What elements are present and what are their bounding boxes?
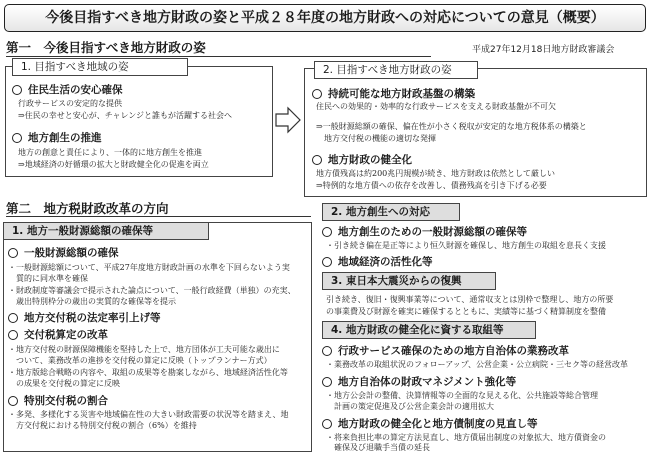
- item-heading: [312, 86, 475, 101]
- target-region-label: 1. 目指すべき地域の姿: [12, 58, 188, 76]
- circle-icon: [322, 419, 332, 429]
- item-heading: [312, 152, 412, 167]
- item-line: 行政サービスの安定的な提供: [18, 99, 122, 108]
- item-heading-text: 地方創生の推進: [28, 132, 102, 144]
- section1-rule: [6, 56, 431, 57]
- circle-icon: [12, 133, 22, 143]
- item-line: ⇒住民の幸せと安心が、チャレンジと誰もが活躍する社会へ: [18, 111, 233, 120]
- item-heading-text: 地方自治体の財政マネジメント強化等: [338, 376, 517, 388]
- item-line: 地方債残高は約200兆円規模が続き、地方財政は依然として厳しい: [316, 169, 555, 178]
- item-heading: [322, 224, 527, 239]
- circle-icon: [322, 257, 332, 267]
- item-heading-text: 持続可能な地方財政基盤の構築: [328, 88, 475, 100]
- circle-icon: [322, 377, 332, 387]
- circle-icon: [312, 89, 322, 99]
- item-line: 確保及び退職手当債の延長: [326, 443, 430, 452]
- circle-icon: [8, 396, 18, 406]
- item-heading-text: 地方財政の健全化: [328, 154, 412, 166]
- item-line: 地方交付税の機能の適切な発揮: [316, 134, 436, 143]
- item-heading-text: 地方交付税の法定率引上げ等: [24, 312, 161, 324]
- item-heading-text: 特別交付税の割合: [24, 395, 108, 407]
- item-heading: [322, 254, 433, 269]
- item-heading: [8, 310, 161, 325]
- item-heading-text: 交付税算定の改革: [24, 329, 108, 341]
- date-line: 平成27年12月18日地方財政審議会: [472, 45, 615, 55]
- item-line: ・一般財源総額について、平成27年度地方財政計画の水準を下回らないよう実: [8, 263, 290, 272]
- item-heading: [8, 245, 119, 260]
- item-heading: [322, 416, 538, 431]
- item-heading-text: 一般財源総額の確保: [24, 247, 119, 259]
- item-line: ・将来負担比率の算定方法見直し、地方債届出制度の対象拡大、地方債資金の: [326, 433, 606, 442]
- item-line: 地方の創意と責任により、一体的に地方創生を推進: [18, 148, 202, 157]
- item-heading-text: 地方創生のための一般財源総額の確保等: [338, 226, 527, 238]
- item-line: ・業務改革の取組状況のフォローアップ、公営企業・公立病院・三セク等の経営改革: [326, 360, 628, 369]
- circle-icon: [8, 330, 18, 340]
- item-heading-text: 行政サービス確保のための地方自治体の業務改革: [338, 345, 569, 357]
- item-heading-text: 住民生活の安心確保: [28, 84, 123, 96]
- section2-rule: [6, 216, 311, 217]
- earthquake-recovery-label: 3. 東日本大震災からの復興: [322, 272, 496, 290]
- page-title: 今後目指すべき地方財政の姿と平成２８年度の地方財政への対応についての意見（概要）: [4, 4, 646, 32]
- item-line: 質的に同水準を確保: [8, 274, 88, 283]
- item-line: 引き続き、復旧・復興事業等について、通常収支とは別枠で整理し、地方の所要: [326, 295, 614, 304]
- circle-icon: [12, 85, 22, 95]
- item-heading: [8, 327, 108, 342]
- item-line: ・引き続き偏在是正等により恒久財源を確保し、地方創生の取組を息長く支援: [326, 241, 606, 250]
- item-heading: [8, 393, 108, 408]
- item-line: ついて、業務改革の進捗を交付税の算定に反映（トップランナー方式）: [8, 356, 272, 365]
- item-line: ・地方交付税の財源保障機能を堅持した上で、地方団体が工夫可能な歳出に: [8, 345, 280, 354]
- item-line: 計画の策定促進及び公営企業会計の適用拡大: [326, 402, 494, 411]
- item-heading: [12, 82, 123, 97]
- item-line: ・多発、多様化する災害や地域偏在性の大きい財政需要の状況等を踏まえ、地: [8, 410, 289, 419]
- item-line: ・財政制度等審議会で提示された論点について、一般行政経費（単独）の充実、: [8, 286, 296, 295]
- fiscal-health-label: 4. 地方財政の健全化に資する取組等: [322, 321, 536, 339]
- target-finance-label: 2. 目指すべき地方財政の姿: [314, 61, 478, 79]
- item-line: ⇒一般財源総額の確保、偏在性が小さく税収が安定的な地方税体系の構築と: [316, 122, 587, 131]
- item-line: 方交付税における特別交付税の割合（6%）を維持: [8, 421, 197, 430]
- item-line: 歳出特別枠分の歳出の実質的な確保等を提示: [8, 297, 176, 306]
- item-line: ・地方公会計の整備、決算情報等の全面的な見える化、公共施設等総合管理: [326, 391, 598, 400]
- section2-heading: 第二 地方税財政改革の方向: [6, 201, 169, 216]
- circle-icon: [312, 155, 322, 165]
- item-line: ⇒地域経済の好循環の拡大と財政健全化の促進を両立: [18, 160, 209, 169]
- item-heading: [322, 374, 516, 389]
- item-line: の事業費及び財源を確実に確保するとともに、実績等に基づく精算制度を整備: [326, 307, 606, 316]
- item-line: ・地方版総合戦略の内容や、取組の成果等を勘案しながら、地域経済活性化等: [8, 368, 288, 377]
- item-line: 住民への効果的・効率的な行政サービスを支える財政基盤が不可欠: [316, 102, 556, 111]
- item-heading-text: 地域経済の活性化等: [338, 256, 433, 268]
- item-heading: [12, 130, 102, 145]
- right-arrow-icon: [274, 106, 302, 134]
- circle-icon: [322, 227, 332, 237]
- circle-icon: [322, 346, 332, 356]
- circle-icon: [8, 313, 18, 323]
- general-revenue-label: 1. 地方一般財源総額の確保等: [3, 222, 209, 240]
- item-line: ⇒特例的な地方債への依存を改善し、債務残高を引き下げる必要: [316, 181, 547, 190]
- item-heading-text: 地方財政の健全化と地方債制度の見直し等: [338, 418, 538, 430]
- section1-heading: 第一 今後目指すべき地方財政の姿: [6, 40, 206, 55]
- item-line: の成果を交付税の算定に反映: [8, 379, 120, 388]
- regional-revitalization-label: 2. 地方創生への対応: [322, 203, 460, 221]
- item-heading: [322, 343, 569, 358]
- circle-icon: [8, 248, 18, 258]
